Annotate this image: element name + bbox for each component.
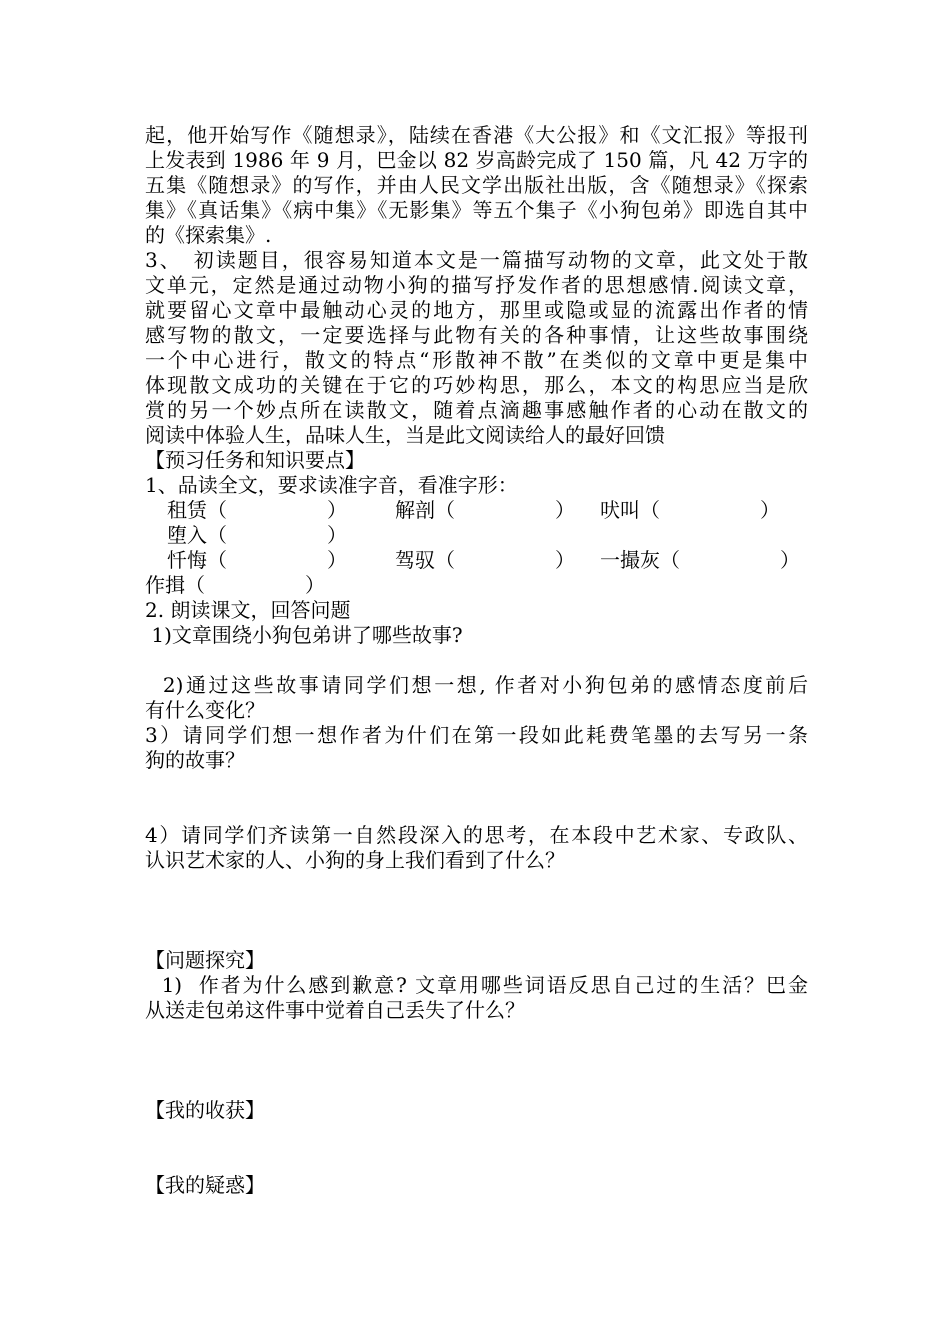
task-1-title: 1、品读全文，要求读准字音，看准字形： xyxy=(145,473,518,497)
text-line: 从送走包弟这件事中觉着自己丢失了什么？ xyxy=(145,998,525,1022)
question-2 xyxy=(145,673,808,723)
text-line: 文单元，定然是通过动物小狗的描写抒发作者的思想感情.阅读文章， xyxy=(145,273,808,297)
vocab-row xyxy=(145,523,808,548)
vocab-row xyxy=(145,548,808,573)
vocab-item: 吠叫（ ） xyxy=(600,498,780,522)
text-line: 一个中心进行，散文的特点“形散神不散”在类似的文章中更是集中 xyxy=(145,348,808,372)
preview-heading: 【预习任务和知识要点】 xyxy=(145,448,365,472)
text-line: 集》《真话集》《病中集》《无影集》等五个集子《小狗包弟》即选自其中 xyxy=(145,198,808,222)
text-line: 的《探索集》. xyxy=(145,223,272,247)
harvest-heading: 【我的收获】 xyxy=(145,1098,265,1122)
vocab-item: 作揖（ ） xyxy=(145,573,325,597)
text-line: 4）请同学们齐读第一自然段深入的思考，在本段中艺术家、专政队、 xyxy=(145,823,808,847)
text-line: 阅读中体验人生，品味人生，当是此文阅读给人的最好回馈 xyxy=(145,423,665,447)
text-line: 狗的故事？ xyxy=(145,748,245,772)
doubt-heading: 【我的疑惑】 xyxy=(145,1173,265,1197)
text-line: 起，他开始写作《随想录》，陆续在香港《大公报》和《文汇报》等报刊 xyxy=(145,123,808,147)
vocab-item: 驾驭（ ） xyxy=(395,548,575,572)
text-line: 感写物的散文，一定要选择与此物有关的各种事情，让这些故事围绕 xyxy=(145,323,808,347)
item-3-paragraph xyxy=(145,248,808,448)
question-1: 1)文章围绕小狗包弟讲了哪些故事? xyxy=(145,623,463,647)
vocab-item: 租赁（ ） xyxy=(167,498,347,522)
text-line: 2)通过这些故事请同学们想一想, 作者对小狗包弟的感情态度前后 xyxy=(145,673,808,697)
explore-heading: 【问题探究】 xyxy=(145,948,265,972)
text-line: 3）请同学们想一想作者为什们在第一段如此耗费笔墨的去写另一条 xyxy=(145,723,808,747)
text-line: 有什么变化？ xyxy=(145,698,265,722)
question-4 xyxy=(145,823,808,873)
vocab-item: 堕入（ ） xyxy=(167,523,347,547)
text-line: 上发表到 1986 年 9 月，巴金以 82 岁高龄完成了 150 篇，凡 42 万字的 xyxy=(145,148,808,172)
text-line: 1) 作者为什么感到歉意? 文章用哪些词语反思自己过的生活？巴金 xyxy=(145,973,808,997)
explore-question-1 xyxy=(145,973,808,1023)
text-line: 赏的另一个妙点所在读散文，随着点滴趣事感触作者的心动在散文的 xyxy=(145,398,808,422)
question-3 xyxy=(145,723,808,773)
task-2-title: 2. 朗读课文，回答问题 xyxy=(145,598,351,622)
text-line: 五集《随想录》的写作，并由人民文学出版社出版，含《随想录》《探索 xyxy=(145,173,808,197)
text-line: 就要留心文章中最触动心灵的地方，那里或隐或显的流露出作者的情 xyxy=(145,298,808,322)
text-line: 3、 初读题目，很容易知道本文是一篇描写动物的文章，此文处于散 xyxy=(145,248,808,272)
vocab-row xyxy=(145,498,808,523)
intro-paragraph xyxy=(145,123,808,248)
vocab-item: 忏悔（ ） xyxy=(167,548,347,572)
vocab-item: 解剖（ ） xyxy=(395,498,575,522)
text-line: 认识艺术家的人、小狗的身上我们看到了什么？ xyxy=(145,848,565,872)
document-body xyxy=(145,123,808,1198)
vocab-item: 一撮灰（ ） xyxy=(600,548,800,572)
text-line: 体现散文成功的关键在于它的巧妙构思，那么，本文的构思应当是欣 xyxy=(145,373,808,397)
